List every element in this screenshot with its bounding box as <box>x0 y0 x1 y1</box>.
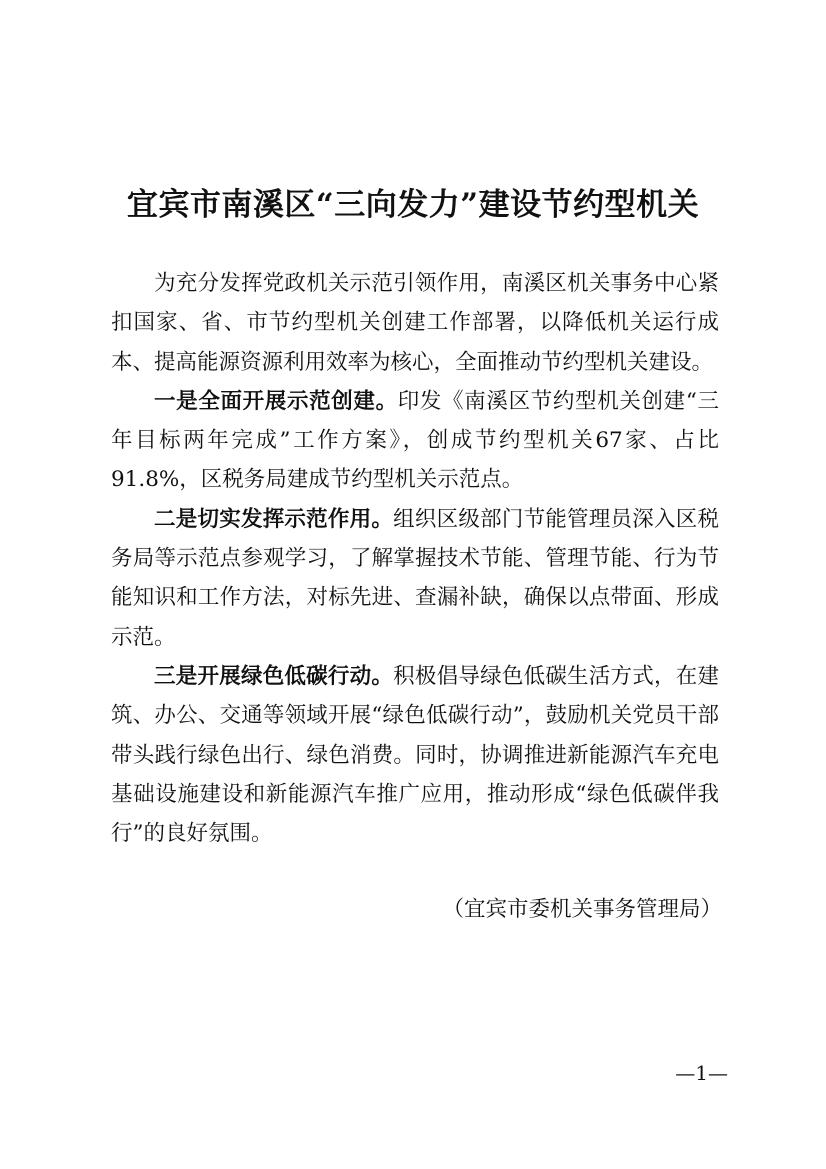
section-lead-1: 一是全面开展示范创建。 <box>154 388 398 414</box>
section-text-2: 组织区级部门节能管理员深入区税务局等示范点参观学习，了解掌握技术节能、管理节能、行为节能知识和工作方法，对标先进、查漏补缺，确保以点带面、形成示范。 <box>111 506 719 650</box>
section-paragraph-3 <box>111 657 719 853</box>
section-lead-2: 二是切实发挥示范作用。 <box>154 506 394 532</box>
intro-paragraph <box>111 264 719 382</box>
section-paragraph-1 <box>111 382 719 500</box>
section-paragraph-2 <box>111 500 719 657</box>
intro-text: 为充分发挥党政机关示范引领作用，南溪区机关事务中心紧扣国家、省、市节约型机关创建工作部署，以降低机关运行成本、提高能源资源利用效率为核心，全面推动节约型机关建设。 <box>111 271 719 375</box>
section-text-1: 印发《南溪区节约型机关创建“三年目标两年完成”工作方案》，创成节约型机关67家、占比91.8%，区税务局建成节约型机关示范点。 <box>111 388 719 493</box>
source-attribution: （宜宾市委机关事务管理局） <box>442 897 722 922</box>
document-title: 宜宾市南溪区“三向发力”建设节约型机关 <box>126 187 700 223</box>
section-text-3: 积极倡导绿色低碳生活方式，在建筑、办公、交通等领域开展“绿色低碳行动”，鼓励机关党员干部带头践行绿色出行、绿色消费。同时，协调推进新能源汽车充电基础设施建设和新能源汽车推广应用，推动形成“绿色低碳伴我行”的良好氛围。 <box>111 663 719 847</box>
section-lead-3: 三是开展绿色低碳行动。 <box>154 663 394 689</box>
document-body <box>111 264 719 853</box>
page-number: —1— <box>675 1061 728 1085</box>
